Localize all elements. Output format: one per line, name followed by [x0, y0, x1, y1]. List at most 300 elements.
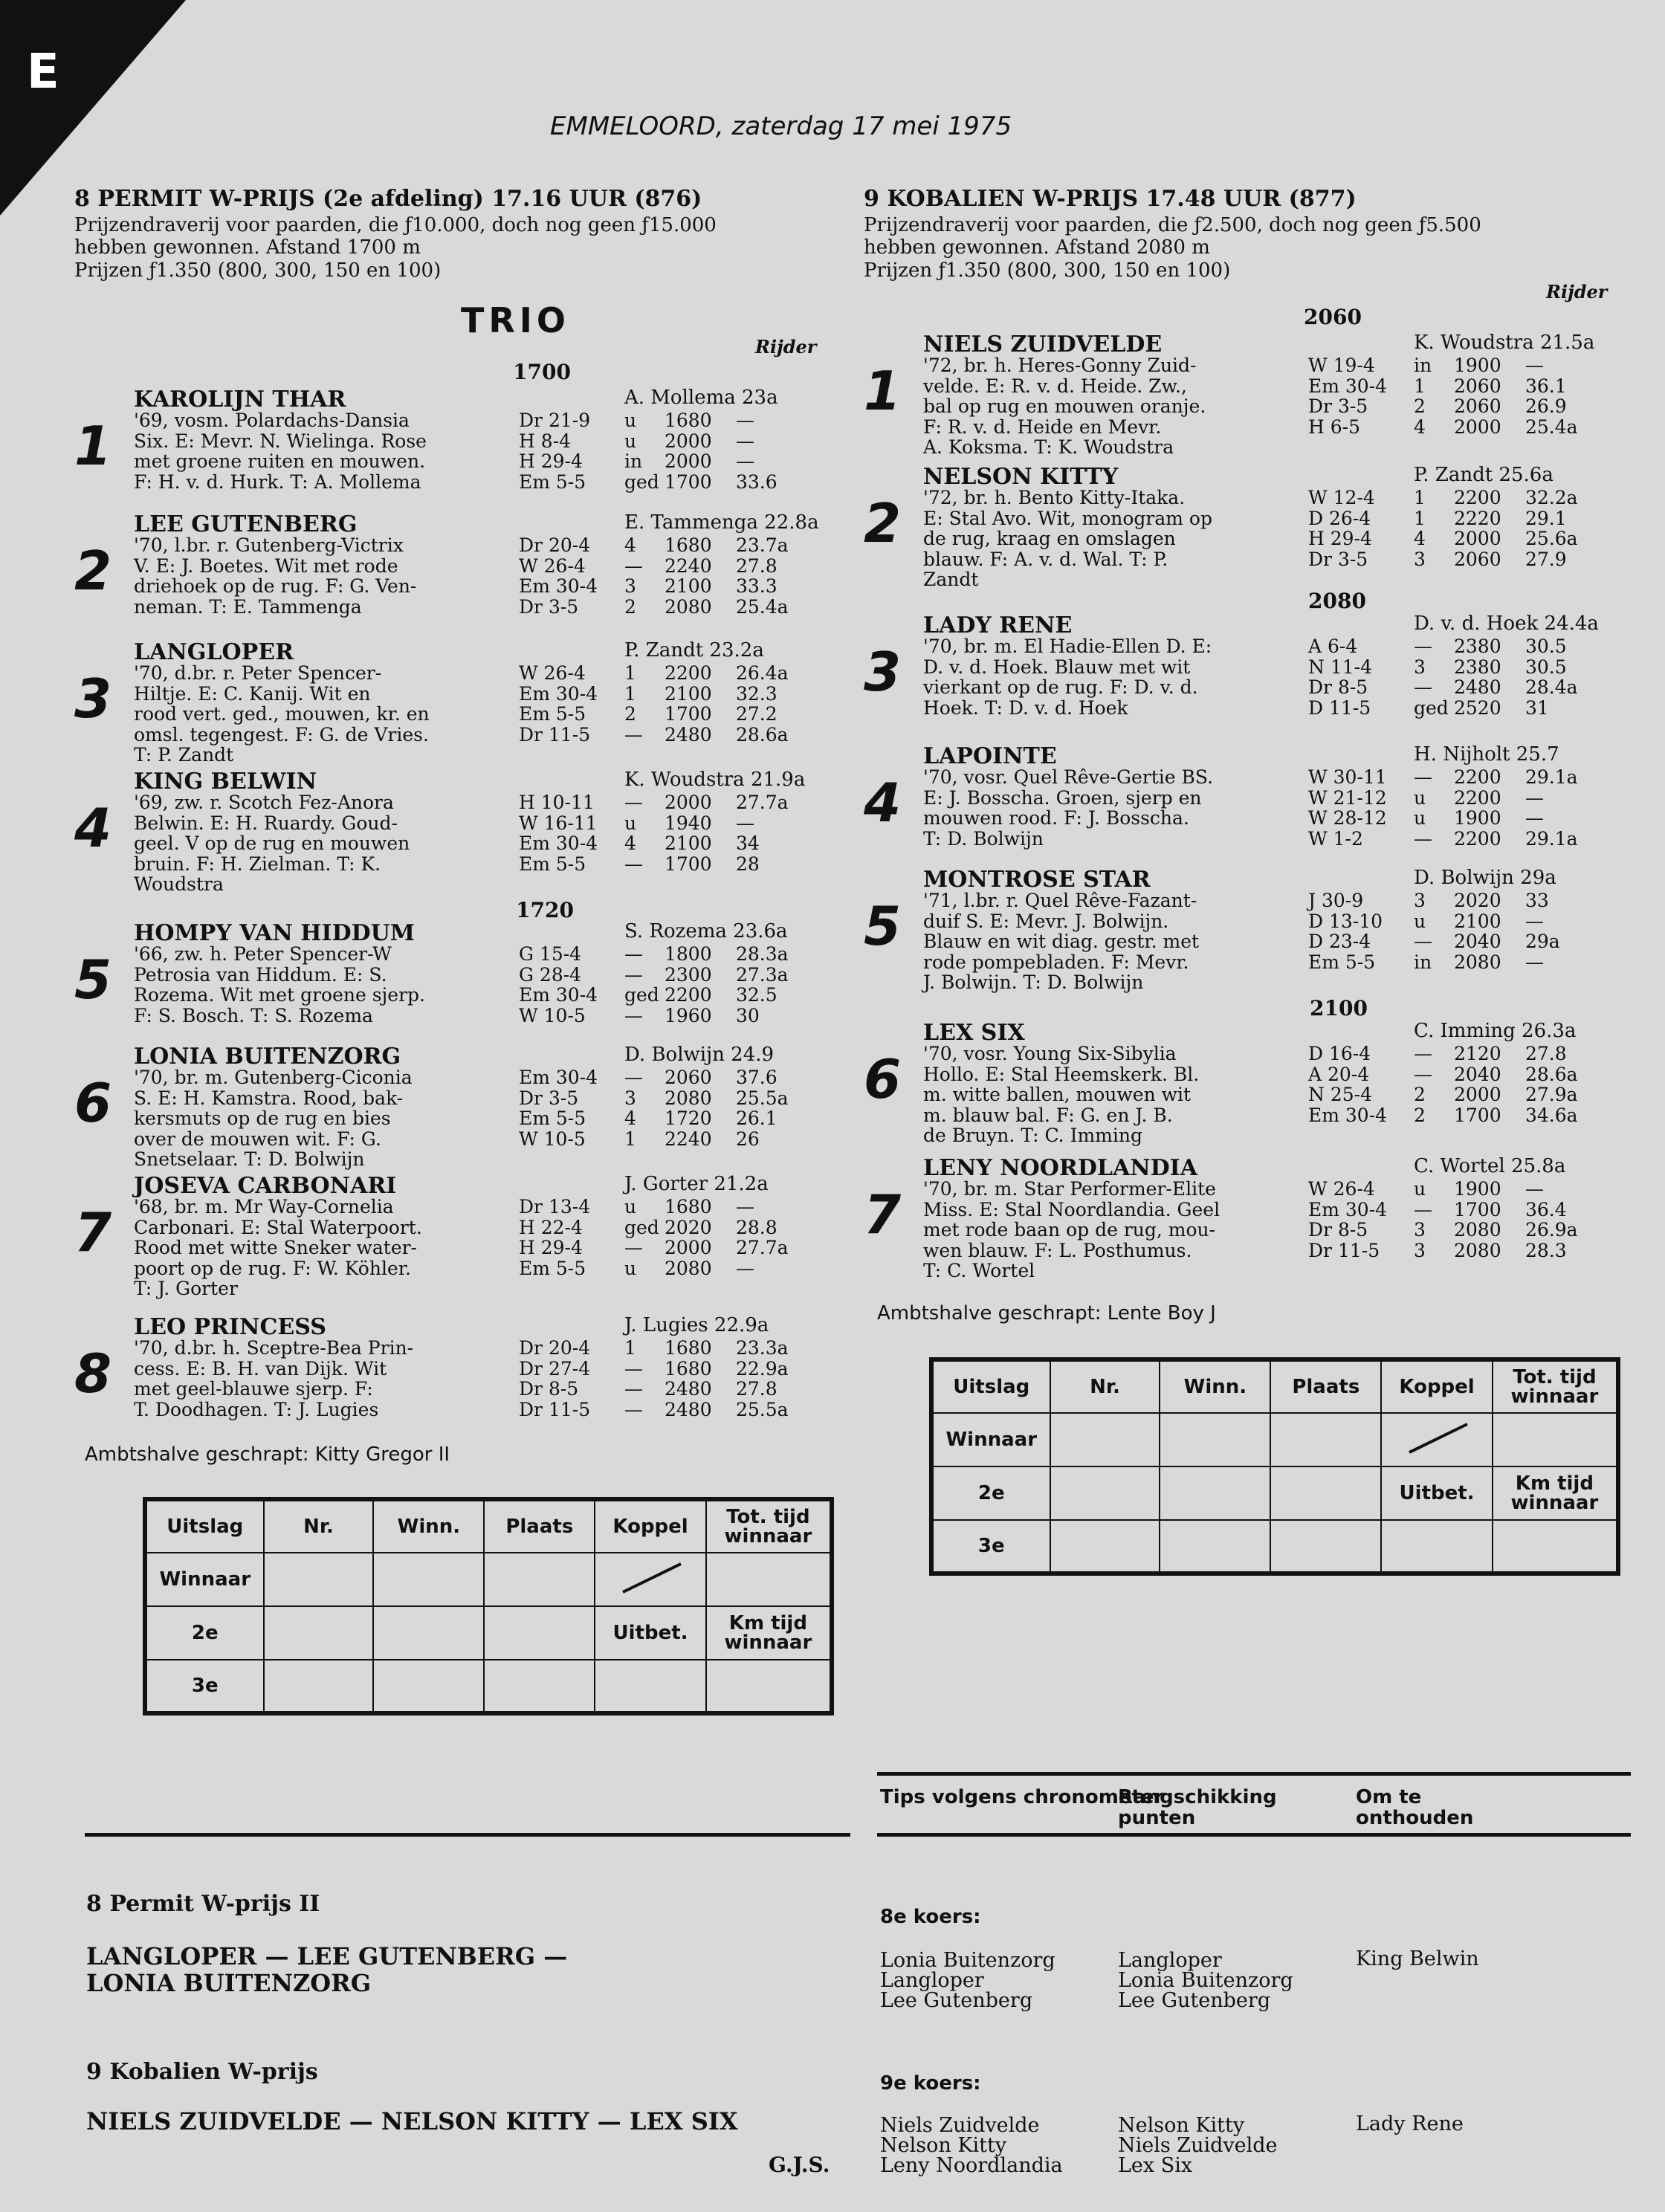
performance-cell: 4	[624, 534, 636, 556]
punten-list-9	[1118, 2115, 1278, 2176]
performance-cell: 29.1	[1525, 507, 1567, 529]
horse-description	[923, 1044, 1369, 1146]
performance-cell: 3	[1414, 548, 1426, 570]
pick-line: LANGLOPER — LEE GUTENBERG —	[86, 1942, 568, 1970]
performance-cell: —	[1414, 1198, 1432, 1220]
performance-cell: 1720	[665, 1107, 712, 1129]
performance-cell: 2000	[665, 792, 712, 813]
tip-item: King Belwin	[1356, 1947, 1479, 1970]
performance-list	[519, 1197, 803, 1278]
table-row	[931, 1413, 1618, 1466]
description-line: T: J. Gorter	[134, 1278, 238, 1299]
horse-description	[923, 355, 1369, 458]
header-cell: Koppel	[595, 1499, 705, 1553]
performance-cell: ged	[1414, 696, 1449, 719]
performance-cell: 27.7a	[736, 792, 789, 813]
performance-cell: 33.3	[736, 575, 777, 597]
performance-cell: —	[736, 1196, 754, 1217]
performance-row	[519, 1067, 803, 1088]
description-line: F: H. v. d. Hurk. T: A. Mollema	[134, 470, 421, 493]
performance-cell: 2080	[665, 1087, 712, 1109]
onthouden-list-9	[1356, 2114, 1464, 2134]
empty-cell	[595, 1660, 705, 1713]
performance-cell: 3	[1414, 656, 1426, 678]
performance-cell: 2100	[665, 832, 712, 854]
performance-cell: 2000	[665, 430, 712, 452]
performance-cell: 2200	[1454, 786, 1501, 809]
header-cell: Tot. tijd winnaar	[706, 1499, 832, 1553]
horse-description	[134, 410, 580, 492]
performance-cell: Dr 27-4	[519, 1357, 591, 1380]
performance-cell: 2220	[1454, 507, 1501, 529]
performance-cell: —	[624, 853, 643, 875]
performance-row	[1308, 636, 1592, 657]
performance-cell: u	[624, 410, 637, 431]
horse-name: KAROLIJN THAR	[134, 387, 346, 413]
performance-cell: u	[1414, 807, 1426, 829]
performance-row	[519, 1006, 803, 1026]
performance-cell: Em 30-4	[519, 575, 598, 597]
performance-row	[1308, 417, 1592, 438]
description-line: driehoek op de rug. F: G. Ven-	[134, 575, 417, 597]
performance-row	[1308, 931, 1592, 952]
performance-row	[519, 792, 803, 813]
distance-label: 2080	[1308, 589, 1366, 613]
description-line: Hollo. E: Stal Heemskerk. Bl.	[923, 1063, 1200, 1085]
performance-row	[519, 704, 803, 725]
performance-cell: 25.5a	[736, 1398, 789, 1420]
performance-cell: W 12-4	[1308, 487, 1375, 508]
performance-cell: 4	[624, 1107, 636, 1129]
empty-cell	[1160, 1413, 1270, 1466]
description-line: '70, br. m. Gutenberg-Ciconia	[134, 1067, 413, 1088]
performance-cell: 2520	[1454, 696, 1501, 719]
horse-description	[134, 663, 580, 766]
performance-cell: —	[624, 1237, 643, 1258]
result-table-race-8	[143, 1497, 834, 1715]
header-cell: Koppel	[1381, 1359, 1492, 1413]
performance-cell: W 26-4	[1308, 1178, 1375, 1200]
description-line: '70, vosr. Young Six-Sibylia	[923, 1043, 1177, 1064]
performance-cell: 28.3	[1525, 1239, 1567, 1261]
performance-cell: H 29-4	[519, 450, 583, 472]
performance-cell: 27.8	[736, 554, 777, 577]
performance-cell: 1	[1414, 487, 1426, 508]
performance-cell: 22.9a	[736, 1357, 789, 1380]
performance-cell: 28	[736, 853, 760, 875]
horse-number: 8	[74, 1342, 112, 1405]
empty-cell	[1270, 1413, 1381, 1466]
table-header-row	[931, 1359, 1618, 1413]
performance-cell: 2000	[1454, 415, 1501, 438]
horse-number: 2	[864, 492, 902, 554]
performance-cell: 1700	[665, 703, 712, 725]
performance-cell: 1	[624, 1128, 636, 1150]
empty-cell	[1493, 1413, 1618, 1466]
header-cell: Nr.	[264, 1499, 374, 1553]
tips-header-onthouden: Om te onthouden	[1356, 1786, 1474, 1829]
description-line: '72, br. h. Heres-Gonny Zuid-	[923, 355, 1197, 376]
row-label: 3e	[931, 1520, 1050, 1574]
empty-cell	[484, 1660, 595, 1713]
distance-label: 1720	[516, 898, 574, 922]
performance-cell: 1680	[665, 410, 712, 431]
performance-row	[1308, 657, 1592, 678]
performance-row	[519, 576, 803, 597]
empty-cell	[264, 1606, 374, 1660]
horse-name: LANGLOPER	[134, 639, 294, 665]
performance-cell: ged	[624, 1216, 659, 1238]
performance-cell: 31	[1525, 696, 1549, 719]
description-line: '70, br. m. El Hadie-Ellen D. E:	[923, 636, 1212, 657]
description-line: Rozema. Wit met groene sjerp.	[134, 984, 426, 1006]
performance-row	[519, 472, 803, 493]
table-row	[145, 1606, 832, 1660]
header-cell: Winn.	[1160, 1359, 1270, 1413]
horse-number: 6	[74, 1072, 112, 1134]
performance-row	[1308, 808, 1592, 829]
performance-cell: —	[1525, 355, 1544, 376]
performance-row	[1308, 788, 1592, 809]
performance-row	[519, 833, 803, 854]
performance-list	[1308, 636, 1592, 718]
performance-list	[519, 792, 803, 874]
race-description-line: hebben gewonnen. Afstand 2080 m	[864, 236, 1210, 259]
performance-row	[1308, 698, 1592, 719]
description-line: met groene ruiten en mouwen.	[134, 450, 426, 472]
jockey-name: A. Mollema 23a	[624, 387, 778, 409]
performance-row	[1308, 767, 1592, 788]
performance-cell: 1700	[665, 853, 712, 875]
performance-cell: W 21-12	[1308, 786, 1387, 809]
performance-cell: —	[1414, 636, 1432, 657]
description-line: blauw. F: A. v. d. Wal. T: P.	[923, 548, 1168, 570]
performance-cell: 34.6a	[1525, 1104, 1578, 1126]
performance-cell: 27.3a	[736, 963, 789, 986]
description-line: wen blauw. F: L. Posthumus.	[923, 1239, 1192, 1261]
description-line: met rode baan op de rug, mou-	[923, 1219, 1216, 1241]
performance-row	[1308, 1105, 1592, 1126]
performance-cell: 1	[624, 682, 636, 705]
description-line: met geel-blauwe sjerp. F:	[134, 1378, 373, 1400]
performance-row	[1308, 677, 1592, 698]
performance-cell: Dr 3-5	[519, 1087, 579, 1109]
table-header-row	[145, 1499, 832, 1553]
row-label: 2e	[145, 1606, 264, 1660]
horse-number: 5	[864, 895, 902, 957]
performance-cell: 4	[1414, 415, 1426, 438]
performance-row	[1308, 890, 1592, 911]
result-table-race-9	[929, 1357, 1620, 1576]
performance-list	[1308, 890, 1592, 972]
performance-cell: 26	[736, 1128, 760, 1150]
description-line: over de mouwen wit. F: G.	[134, 1128, 381, 1150]
performance-cell: 2040	[1454, 931, 1501, 952]
performance-list	[519, 663, 803, 745]
race-title: 8 PERMIT W-PRIJS (2e afdeling) 17.16 UUR (876)	[74, 186, 702, 212]
performance-cell: 3	[1414, 1219, 1426, 1241]
description-line: Six. E: Mevr. N. Wielinga. Rose	[134, 430, 427, 452]
performance-cell: 25.6a	[1525, 528, 1578, 549]
empty-cell	[373, 1606, 484, 1660]
km-tijd-label: Km tijd winnaar	[1493, 1466, 1618, 1520]
performance-row	[1308, 1044, 1592, 1064]
performance-cell: W 19-4	[1308, 355, 1375, 376]
performance-cell: 2380	[1454, 636, 1501, 657]
performance-row	[519, 663, 803, 684]
performance-cell: 2480	[665, 1378, 712, 1400]
performance-cell: in	[1414, 951, 1432, 973]
performance-cell: Em 5-5	[519, 703, 586, 725]
horse-number: 1	[864, 360, 902, 422]
horse-name: JOSEVA CARBONARI	[134, 1173, 397, 1199]
performance-cell: 1700	[1454, 1198, 1501, 1220]
performance-cell: 30.5	[1525, 636, 1567, 657]
performance-cell: ged	[624, 984, 659, 1006]
performance-cell: 2240	[665, 1128, 712, 1150]
header-cell: Uitslag	[931, 1359, 1050, 1413]
performance-cell: 2060	[1454, 548, 1501, 570]
performance-cell: —	[1525, 1178, 1544, 1200]
race-description-line: Prijzendraverij voor paarden, die ƒ2.500, doch nog geen ƒ5.500	[864, 214, 1481, 236]
performance-cell: Dr 20-4	[519, 534, 591, 556]
description-line: kersmuts op de rug en bies	[134, 1107, 391, 1129]
performance-cell: 3	[624, 575, 636, 597]
empty-cell	[1160, 1520, 1270, 1574]
jockey-name: P. Zandt 23.2a	[624, 639, 764, 662]
table-row	[145, 1660, 832, 1713]
jockey-name: C. Imming 26.3a	[1414, 1020, 1577, 1042]
performance-row	[519, 684, 803, 705]
page-header: EMMELOORD, zaterdag 17 mei 1975	[550, 111, 1012, 141]
performance-list	[519, 1338, 803, 1420]
performance-cell: 1680	[665, 534, 712, 556]
performance-cell: 28.6a	[736, 723, 789, 746]
performance-cell: H 6-5	[1308, 415, 1361, 438]
distance-label: 2060	[1304, 305, 1362, 329]
description-line: Hoek. T: D. v. d. Hoek	[923, 696, 1128, 719]
performance-row	[1308, 355, 1592, 376]
km-tijd-label: Km tijd winnaar	[706, 1606, 832, 1660]
horse-name: LONIA BUITENZORG	[134, 1044, 401, 1070]
performance-cell: H 29-4	[1308, 528, 1372, 549]
jockey-name: E. Tammenga 22.8a	[624, 511, 819, 534]
tip-item: Langloper	[1118, 1949, 1222, 1972]
performance-cell: 2060	[1454, 395, 1501, 417]
performance-cell: 2080	[1454, 1219, 1501, 1241]
performance-cell: 26.9	[1525, 395, 1567, 417]
distance-label: 1700	[513, 360, 571, 384]
performance-cell: u	[624, 430, 637, 452]
performance-cell: Dr 21-9	[519, 410, 591, 431]
performance-cell: 2000	[665, 1237, 712, 1258]
distance-label: 2100	[1310, 996, 1368, 1021]
header-cell: Plaats	[1270, 1359, 1381, 1413]
row-label: 2e	[931, 1466, 1050, 1520]
performance-cell: 36.4	[1525, 1198, 1567, 1220]
performance-cell: —	[624, 792, 643, 813]
description-line: Belwin. E: H. Ruardy. Goud-	[134, 812, 398, 834]
performance-cell: W 26-4	[519, 554, 586, 577]
tip-item: Lady Rene	[1356, 2112, 1464, 2135]
tip-item: Lee Gutenberg	[880, 1989, 1033, 2012]
horse-description	[134, 535, 580, 617]
tip-item: Niels Zuidvelde	[880, 2114, 1040, 2137]
tip-item: Lex Six	[1118, 2154, 1193, 2177]
description-line: '70, vosr. Quel Rêve-Gertie BS.	[923, 766, 1214, 788]
empty-cell	[1050, 1466, 1160, 1520]
tip-item: Lee Gutenberg	[1118, 1989, 1271, 2012]
horse-number: 2	[74, 540, 112, 602]
description-line: Woudstra	[134, 873, 224, 895]
performance-row	[1308, 1241, 1592, 1261]
row-label: 3e	[145, 1660, 264, 1713]
performance-cell: W 26-4	[519, 662, 586, 684]
performance-cell: —	[1525, 951, 1544, 973]
description-line: poort op de rug. F: W. Köhler.	[134, 1257, 411, 1279]
performance-row	[1308, 911, 1592, 932]
horse-name: HOMPY VAN HIDDUM	[134, 920, 415, 946]
performance-cell: Em 5-5	[519, 470, 586, 493]
horse-name: NELSON KITTY	[923, 464, 1119, 490]
performance-row	[519, 1197, 803, 1217]
description-line: Blauw en wit diag. gestr. met	[923, 931, 1200, 952]
jockey-name: C. Wortel 25.8a	[1414, 1155, 1566, 1177]
pick-line: LONIA BUITENZORG	[86, 1969, 372, 1997]
performance-cell: 2080	[665, 595, 712, 618]
performance-row	[1308, 488, 1592, 508]
description-line: rood vert. ged., mouwen, kr. en	[134, 703, 430, 725]
jockey-name: K. Woudstra 21.9a	[624, 769, 806, 791]
performance-row	[1308, 528, 1592, 549]
performance-cell: —	[736, 1257, 754, 1279]
performance-cell: D 13-10	[1308, 910, 1383, 932]
description-line: D. v. d. Hoek. Blauw met wit	[923, 656, 1191, 678]
performance-cell: Em 5-5	[519, 1257, 586, 1279]
performance-cell: 1	[624, 662, 636, 684]
race-prizes: Prijzen ƒ1.350 (800, 300, 150 en 100)	[74, 259, 442, 282]
empty-cell	[1160, 1466, 1270, 1520]
performance-row	[519, 597, 803, 618]
performance-cell: —	[624, 1378, 643, 1400]
description-line: F: R. v. d. Heide en Mevr.	[923, 415, 1162, 438]
performance-list	[519, 944, 803, 1026]
jockey-name: D. Bolwijn 29a	[1414, 867, 1556, 889]
description-line: velde. E: R. v. d. Heide. Zw.,	[923, 375, 1187, 397]
performance-cell: 2200	[1454, 766, 1501, 788]
description-line: '68, br. m. Mr Way-Cornelia	[134, 1196, 394, 1217]
performance-cell: 2120	[1454, 1043, 1501, 1064]
jockey-name: D. v. d. Hoek 24.4a	[1414, 612, 1599, 635]
horse-name: LEO PRINCESS	[134, 1314, 326, 1340]
performance-row	[1308, 1084, 1592, 1105]
performance-cell: Em 30-4	[1308, 375, 1388, 397]
description-line: m. witte ballen, mouwen wit	[923, 1084, 1192, 1105]
description-line: de rug, kraag en omslagen	[923, 528, 1176, 549]
performance-cell: 2380	[1454, 656, 1501, 678]
header-cell: Uitslag	[145, 1499, 264, 1553]
header-cell: Nr.	[1050, 1359, 1160, 1413]
performance-list	[519, 410, 803, 492]
table-row	[931, 1520, 1618, 1574]
performance-cell: 2100	[1454, 910, 1501, 932]
performance-row	[519, 556, 803, 577]
description-line: bruin. F: H. Zielman. T: K.	[134, 853, 381, 875]
performance-cell: 1900	[1454, 355, 1501, 376]
performance-row	[1308, 1200, 1592, 1220]
performance-cell: 4	[1414, 528, 1426, 549]
performance-cell: Em 5-5	[1308, 951, 1376, 973]
performance-row	[519, 965, 803, 986]
empty-cell	[264, 1553, 374, 1606]
performance-cell: 1680	[665, 1337, 712, 1359]
performance-row	[519, 1379, 803, 1400]
description-line: rode pompebladen. F: Mevr.	[923, 951, 1189, 973]
table-row	[931, 1466, 1618, 1520]
description-line: vierkant op de rug. F: D. v. d.	[923, 676, 1198, 698]
performance-cell: u	[1414, 1178, 1426, 1200]
description-line: V. E: J. Boetes. Wit met rode	[134, 554, 398, 577]
performance-row	[519, 451, 803, 472]
description-line: T: P. Zandt	[134, 744, 234, 766]
summary-race-9-pick: NIELS ZUIDVELDE — NELSON KITTY — LEX SIX	[86, 2107, 738, 2135]
empty-cell	[706, 1660, 832, 1713]
description-line: m. blauw bal. F: G. en J. B.	[923, 1104, 1173, 1126]
performance-cell: —	[1525, 807, 1544, 829]
empty-cell	[706, 1553, 832, 1606]
punten-list-8	[1118, 1950, 1293, 2011]
performance-cell: Em 5-5	[519, 853, 586, 875]
performance-cell: N 25-4	[1308, 1084, 1372, 1105]
koers-label-9: 9e koers:	[880, 2072, 981, 2095]
performance-cell: 1940	[665, 812, 712, 834]
performance-cell: 2480	[665, 1398, 712, 1420]
empty-cell	[373, 1660, 484, 1713]
performance-row	[1308, 376, 1592, 397]
slash-mark	[610, 1559, 691, 1597]
performance-cell: 30.5	[1525, 656, 1567, 678]
performance-cell: 2000	[1454, 528, 1501, 549]
performance-cell: 2100	[665, 575, 712, 597]
performance-cell: ged	[624, 470, 659, 493]
performance-cell: —	[624, 1004, 643, 1026]
performance-cell: A 20-4	[1308, 1063, 1370, 1085]
horse-description	[923, 636, 1369, 718]
uitbet-label: Uitbet.	[595, 1606, 705, 1660]
performance-cell: —	[736, 430, 754, 452]
performance-cell: —	[736, 450, 754, 472]
performance-cell: 2300	[665, 963, 712, 986]
performance-cell: 28.3a	[736, 943, 789, 965]
tips-header-punten: Rangschikking punten	[1118, 1786, 1277, 1829]
performance-cell: Dr 3-5	[519, 595, 579, 618]
performance-cell: 2080	[665, 1257, 712, 1279]
horse-number: 7	[864, 1183, 902, 1246]
tip-item: Leny Noordlandia	[880, 2154, 1063, 2177]
performance-cell: —	[624, 1398, 643, 1420]
performance-cell: —	[736, 812, 754, 834]
uitbet-label: Uitbet.	[1381, 1466, 1492, 1520]
performance-cell: Em 30-4	[519, 1067, 598, 1088]
performance-cell: W 28-12	[1308, 807, 1387, 829]
performance-row	[519, 1217, 803, 1238]
performance-cell: W 16-11	[519, 812, 598, 834]
performance-cell: —	[1414, 931, 1432, 952]
summary-race-9-title: 9 Kobalien W-prijs	[86, 2059, 318, 2085]
koers-label-8: 8e koers:	[880, 1906, 981, 1928]
description-line: de Bruyn. T: C. Imming	[923, 1125, 1142, 1146]
empty-cell	[1270, 1466, 1381, 1520]
